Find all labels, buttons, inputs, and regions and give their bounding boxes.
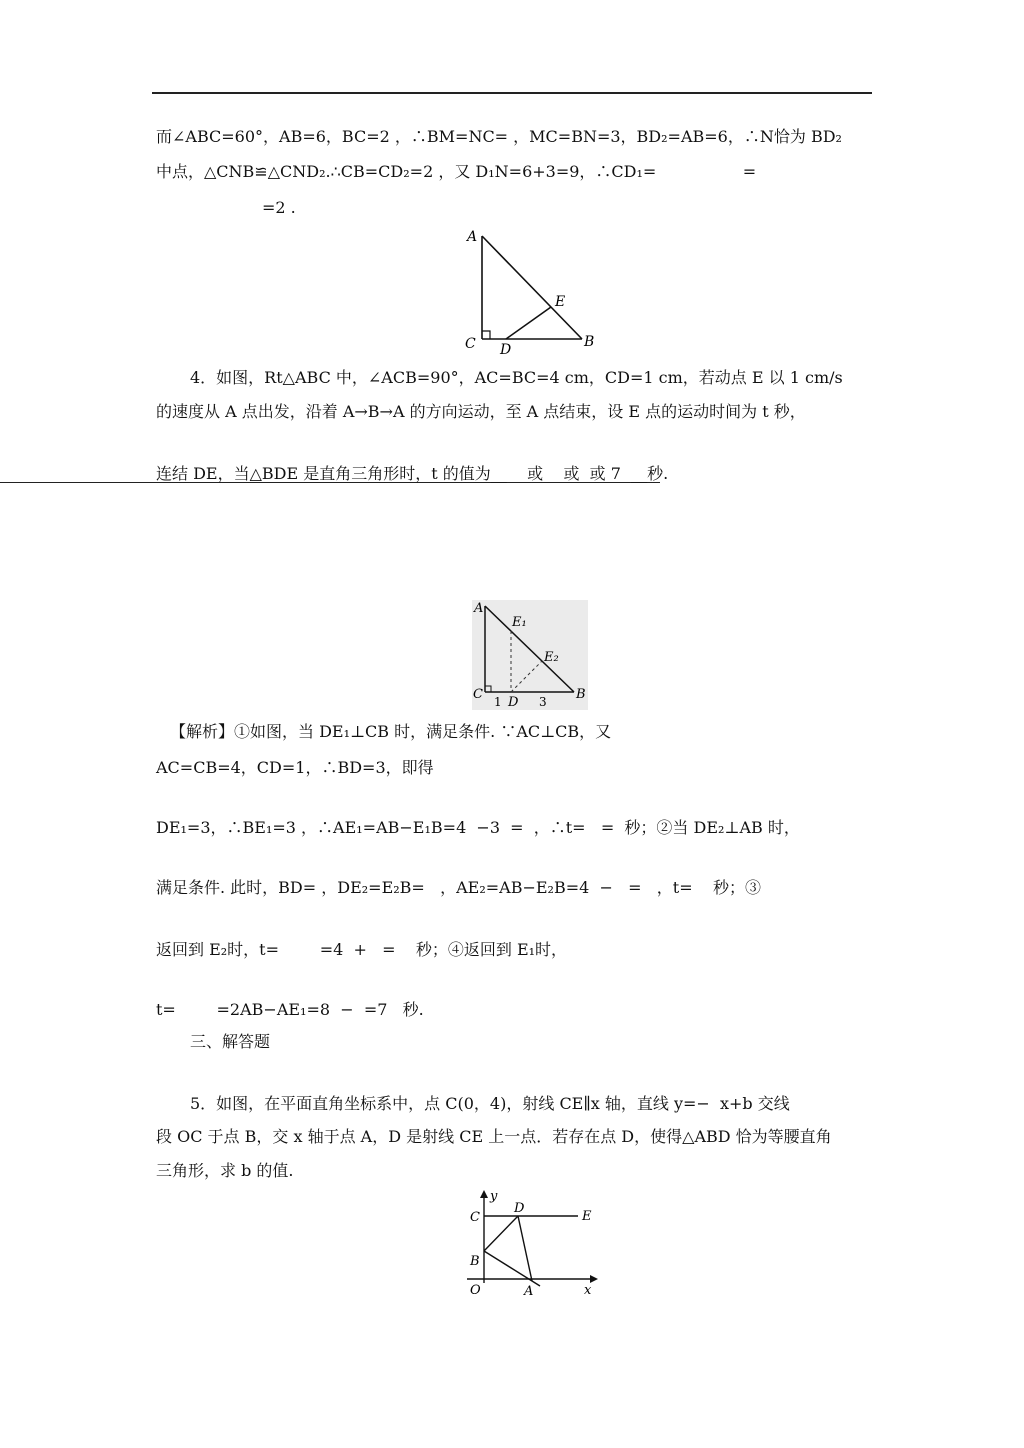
label-c: C <box>473 687 483 702</box>
question-4-line-2: 的速度从 A 点出发，沿着 A→B→A 的方向运动，至 A 点结束，设 E 点的运动时间为 t 秒， <box>156 402 806 421</box>
label-x: x <box>584 1283 592 1298</box>
solution-line-3: =2 . <box>262 198 296 217</box>
label-d: D <box>500 342 512 356</box>
question-5-line-3: 三角形，求 b 的值. <box>156 1161 294 1180</box>
label-b: B <box>470 1254 480 1269</box>
question-4-line-3: 连结 DE，当△BDE 是直角三角形时，t 的值为__ 或 或 或 7 __秒. <box>156 464 669 483</box>
analysis-line-6: t= =2AB−AE₁=8 − =7 秒. <box>156 1000 424 1019</box>
section-heading: 三、解答题 <box>190 1032 271 1051</box>
label-b: B <box>584 334 595 350</box>
label-1: 1 <box>494 695 502 709</box>
analysis-line-1: 【解析】①如图，当 DE₁⊥CB 时，满足条件. ∵AC⊥CB，又 <box>170 722 612 741</box>
analysis-line-2: AC=CB=4，CD=1，∴BD=3，即得 <box>156 758 434 777</box>
label-c: C <box>465 336 476 352</box>
label-a: A <box>467 229 478 245</box>
label-y: y <box>490 1189 498 1204</box>
figure-moving-point <box>472 600 588 710</box>
label-d: D <box>514 1201 525 1216</box>
label-o: O <box>470 1283 481 1298</box>
label-b: B <box>576 687 586 702</box>
label-d: D <box>508 695 519 710</box>
label-a: A <box>524 1284 534 1299</box>
label-3: 3 <box>539 695 547 709</box>
figure-triangle-abc <box>460 226 600 356</box>
question-5-line-2: 段 OC 于点 B，交 x 轴于点 A，D 是射线 CE 上一点．若存在点 D，使得△ABD 恰为等腰直角 <box>156 1127 832 1146</box>
solution-line-1: 而∠ABC=60°，AB=6，BC=2 ，∴BM=NC= ，MC=BN=3，BD₂=AB=6，∴N恰为 BD₂ <box>156 127 842 146</box>
header-rule <box>152 92 872 94</box>
label-c: C <box>470 1210 480 1225</box>
question-4-line-1: 4．如图，Rt△ABC 中，∠ACB=90°，AC=BC=4 cm，CD=1 cm，若动点 E 以 1 cm/s <box>190 368 843 387</box>
label-e1: E₁ <box>512 615 527 630</box>
label-e2: E₂ <box>544 650 559 665</box>
label-a: A <box>474 601 484 616</box>
solution-line-2: 中点，△CNB≌△CND₂.∴CB=CD₂=2 ，又 D₁N=6+3=9，∴CD₁= = <box>156 162 757 181</box>
label-e: E <box>582 1209 592 1224</box>
analysis-line-3: DE₁=3，∴BE₁=3 ，∴AE₁=AB−E₁B=4 −3 = ，∴t= = 秒；②当 DE₂⊥AB 时， <box>156 818 800 837</box>
analysis-line-4: 满足条件. 此时，BD= ，DE₂=E₂B= ，AE₂=AB−E₂B=4 − = ，t= 秒；③ <box>156 878 761 897</box>
question-5-line-1: 5．如图，在平面直角坐标系中，点 C(0，4)，射线 CE∥x 轴，直线 y=− x+b 交线 <box>190 1094 790 1113</box>
analysis-line-5: 返回到 E₂时，t= =4 + = 秒；④返回到 E₁时， <box>156 940 568 959</box>
figure-coordinate-plane <box>462 1188 602 1300</box>
label-e: E <box>555 294 566 310</box>
